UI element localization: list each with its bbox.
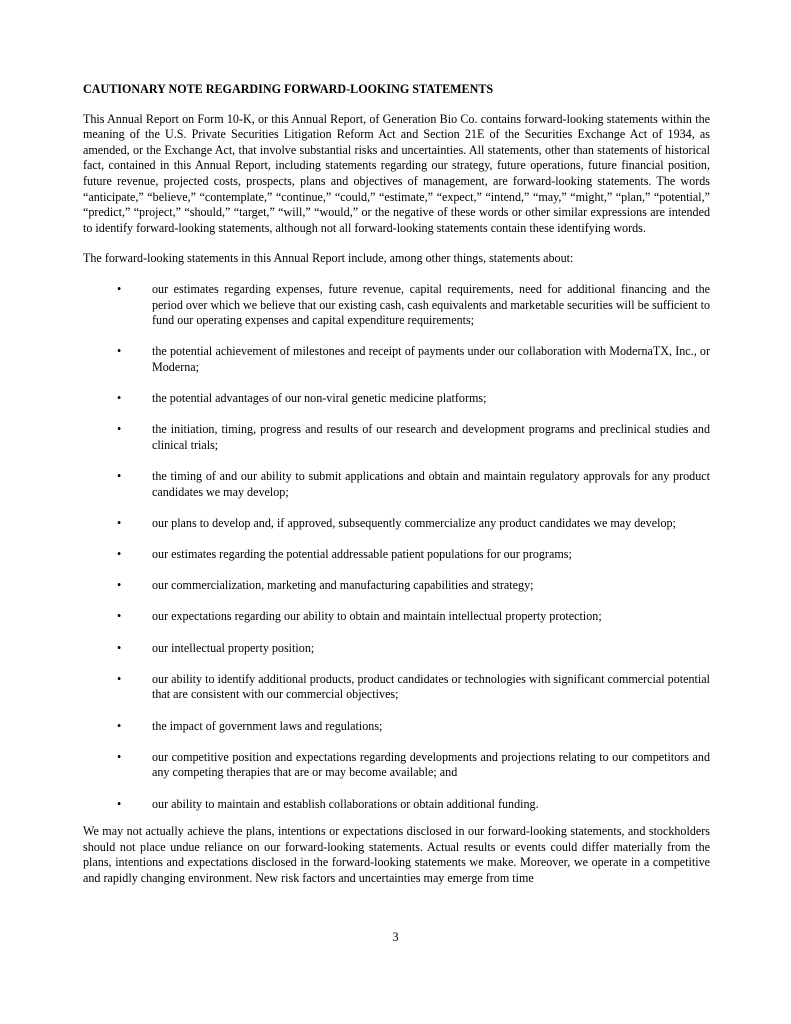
bullet-text: the potential achievement of milestones and receipt of payments under our collaboration with ModernaTX, Inc., or Moderna;: [152, 344, 710, 374]
bullet-icon: •: [117, 671, 122, 686]
bullet-icon: •: [117, 391, 122, 406]
bullet-icon: •: [117, 515, 122, 530]
bullet-item: [83, 391, 710, 407]
document-page: [83, 82, 710, 887]
list-intro-paragraph: The forward-looking statements in this Annual Report include, among other things, statements about:: [83, 251, 574, 266]
bullet-icon: •: [117, 640, 122, 655]
forward-looking-bullet-list: [83, 282, 710, 812]
bullet-item: [83, 578, 710, 594]
bullet-text: the timing of and our ability to submit applications and obtain and maintain regulatory approvals for any product candidates we may develop;: [152, 469, 710, 499]
bullet-item: [83, 282, 710, 329]
bullet-item: [83, 516, 710, 532]
intro-paragraph: This Annual Report on Form 10-K, or this Annual Report, of Generation Bio Co. contains forward-looking statements within the meaning of the U.S. Private Securities Litigation Reform Act and Section 21E of the Securities Exchange Act of 1934, as amended, or the Exchange Act, that involve substantial risks and uncertainties. All statements, other than statements of historical fact, contained in this Annual Report, including statements regarding our strategy, future operations, future financial position, future revenue, projected costs, prospects, plans and objectives of management, are forward-looking statements. The words “anticipate,” “believe,” “contemplate,” “continue,” “could,” “estimate,” “expect,” “intend,” “may,” “might,” “plan,” “potential,” “predict,” “project,” “should,” “target,” “will,” “would,” or the negative of these words or other similar expressions are intended to identify forward-looking statements, although not all forward-looking statements contain these identifying words.: [83, 111, 710, 235]
bullet-text: our commercialization, marketing and manufacturing capabilities and strategy;: [152, 578, 534, 593]
bullet-icon: •: [117, 578, 122, 593]
bullet-text: the impact of government laws and regulations;: [152, 718, 383, 733]
bullet-item: [83, 344, 710, 375]
bullet-icon: •: [117, 796, 122, 811]
bullet-icon: •: [117, 718, 122, 733]
bullet-text: the initiation, timing, progress and results of our research and development programs and preclinical studies and clinical trials;: [152, 422, 710, 452]
section-heading: CAUTIONARY NOTE REGARDING FORWARD-LOOKING STATEMENTS: [83, 82, 494, 96]
bullet-item: [83, 609, 710, 625]
bullet-item: [83, 469, 710, 500]
bullet-item: [83, 750, 710, 781]
page-number: 3: [392, 930, 399, 944]
bullet-text: our estimates regarding expenses, future revenue, capital requirements, need for additional financing and the period over which we believe that our existing cash, cash equivalents and marketable securities will be sufficient to fund our operating expenses and capital expenditure requirements;: [152, 281, 710, 328]
bullet-item: [83, 641, 710, 657]
bullet-text: our expectations regarding our ability to obtain and maintain intellectual property protection;: [152, 609, 602, 624]
bullet-item: [83, 719, 710, 735]
bullet-item: [83, 547, 710, 563]
bullet-text: our intellectual property position;: [152, 640, 315, 655]
bullet-icon: •: [117, 547, 122, 562]
bullet-icon: •: [117, 469, 122, 484]
bullet-text: our competitive position and expectations regarding developments and projections relating to our competitors and any competing therapies that are or may become available; and: [152, 749, 710, 780]
bullet-item: [83, 672, 710, 703]
bullet-item: [83, 422, 710, 453]
bullet-text: our estimates regarding the potential addressable patient populations for our programs;: [152, 547, 572, 562]
bullet-text: our ability to identify additional products, product candidates or technologies with significant commercial potential that are consistent with our commercial objectives;: [152, 671, 710, 702]
bullet-icon: •: [117, 609, 122, 624]
bullet-icon: •: [117, 344, 122, 359]
bullet-text: our plans to develop and, if approved, subsequently commercialize any product candidates we may develop;: [152, 515, 676, 530]
bullet-icon: •: [117, 749, 122, 764]
bullet-text: the potential advantages of our non-viral genetic medicine platforms;: [152, 391, 487, 406]
bullet-icon: •: [117, 422, 122, 437]
bullet-text: our ability to maintain and establish collaborations or obtain additional funding.: [152, 796, 539, 811]
bullet-item: [83, 797, 710, 813]
closing-paragraph: We may not actually achieve the plans, intentions or expectations disclosed in our forward-looking statements, and stockholders should not place undue reliance on our forward-looking statements. Actual results or events could differ materially from the plans, intentions and expectations disclosed in the forward-looking statements we make. Moreover, we operate in a competitive and rapidly changing environment. New risk factors and uncertainties may emerge from time: [83, 824, 710, 885]
bullet-icon: •: [117, 281, 122, 296]
